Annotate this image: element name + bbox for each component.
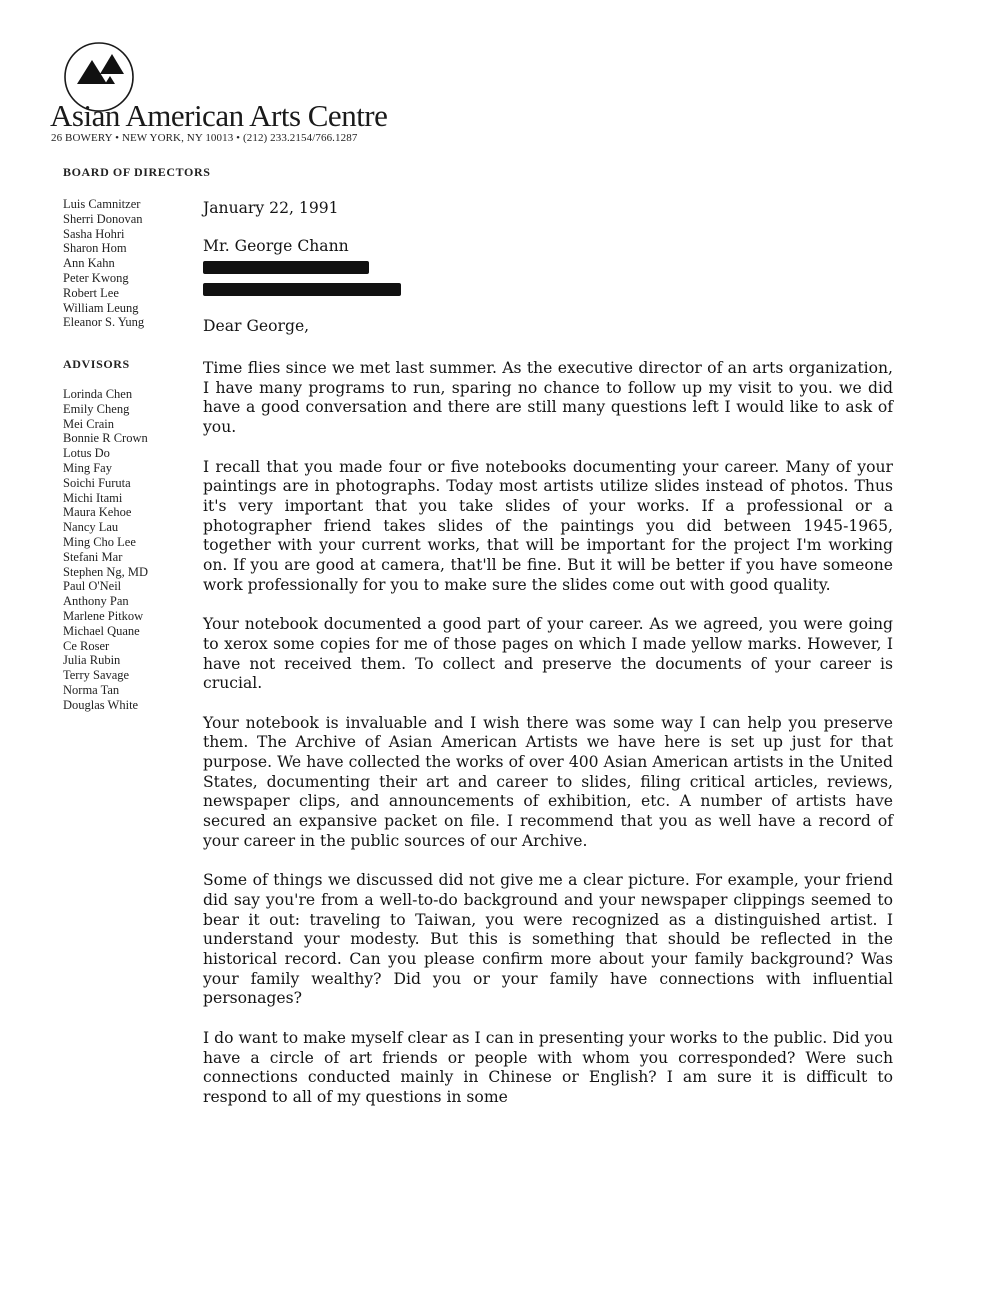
advisors-member: Bonnie R Crown [63,431,148,446]
board-heading: BOARD OF DIRECTORS [63,165,211,179]
letter-date: January 22, 1991 [203,199,339,217]
advisors-member: Soichi Furuta [63,475,131,490]
letter-paragraph: I recall that you made four or five notebooks documenting your career. Many of your paintings are in photographs. Today most artists utilize slides instead of photos. Thus it's very important that you take slides of your works. If a professional or a photographer friend takes slides of the paintings you did between 1945-1965, together with your current works, that will be important for the project I'm working on. If you are good at camera, that'll be fine. But it will be better if you have someone work professionally for you to make sure the slides come out with good quality. [203,457,893,594]
advisors-member: Paul O'Neil [63,579,122,594]
advisors-heading: ADVISORS [63,357,130,371]
board-member: William Leung [63,300,139,315]
advisors-member: Douglas White [63,697,139,712]
letter-paragraphs [203,359,893,1127]
board-member: Sharon Hom [63,241,127,256]
board-member: Peter Kwong [63,270,129,285]
advisors-member: Emily Cheng [63,401,130,416]
advisors-member: Ce Roser [63,638,110,653]
letter-paragraph: Time flies since we met last summer. As the executive director of an arts organization, I have many programs to run, sparing no chance to follow up my visit to you. we did have a good conversation and there are still many questions left I would like to ask of you. [203,359,893,437]
recipient-name: Mr. George Chann [203,237,349,255]
board-member: Ann Kahn [63,256,115,271]
board-member: Sasha Hohri [63,226,125,241]
board-member: Eleanor S. Yung [63,315,145,330]
advisors-member: Ming Cho Lee [63,534,136,549]
advisors-member: Julia Rubin [63,653,121,668]
org-address: 26 BOWERY • NEW YORK, NY 10013 • (212) 233.2154/766.1287 [51,132,358,144]
board-list [63,197,144,330]
salutation: Dear George, [203,317,310,335]
advisors-member: Anthony Pan [63,594,129,609]
advisors-member: Terry Savage [63,668,130,683]
board-member: Luis Camnitzer [63,197,141,211]
letter-paragraph: Your notebook is invaluable and I wish there was some way I can help you preserve them. The Archive of Asian American Artists we have here is set up just for that purpose. We have collected the works of over 400 Asian American artists in the United States, documenting their art and career to slides, filing critical articles, reviews, newspaper clips, and announcements of exhibition, etc. A number of artists have secured an expansive packet on file. I recommend that you as well have a record of your career in the public sources of our Archive. [203,713,893,850]
advisors-member: Nancy Lau [63,520,119,535]
redacted-address-line-2 [203,283,401,296]
letter-paragraph: Your notebook documented a good part of your career. As we agreed, you were going to xerox some copies for me of those pages on which I made yellow marks. However, I have not received them. To collect and preserve the documents of your career is crucial. [203,615,893,693]
advisors-member: Lotus Do [63,446,110,461]
redacted-address-line-1 [203,261,369,274]
advisors-list [63,387,148,713]
board-member: Robert Lee [63,285,119,300]
advisors-member: Norma Tan [63,682,120,697]
advisors-member: Lorinda Chen [63,387,133,401]
advisors-member: Michi Itami [63,490,123,505]
advisors-member: Mei Crain [63,416,115,431]
letter-paragraph: I do want to make myself clear as I can in presenting your works to the public. Did you have a circle of art friends or people with whom you corresponded? Were such connections conducted mainly in Chinese or English? I am sure it is difficult to respond to all of my questions in some [203,1028,893,1106]
board-member: Sherri Donovan [63,211,143,226]
advisors-member: Marlene Pitkow [63,608,144,623]
advisors-member: Michael Quane [63,623,140,638]
org-name: Asian American Arts Centre [50,98,388,133]
advisors-member: Stefani Mar [63,549,123,564]
advisors-member: Stephen Ng, MD [63,564,149,579]
advisors-member: Maura Kehoe [63,505,132,520]
advisors-member: Ming Fay [63,460,112,475]
letter-paragraph: Some of things we discussed did not give me a clear picture. For example, your friend did say you're from a well-to-do background and your newspaper clippings seemed to bear it out: traveling to Taiwan, you were recognized as a distinguished artist. I understand your modesty. But this is something that should be reflected in the historical record. Can you please confirm more about your family background? Was your family wealthy? Did you or your family have connections with influential personages? [203,871,893,1008]
